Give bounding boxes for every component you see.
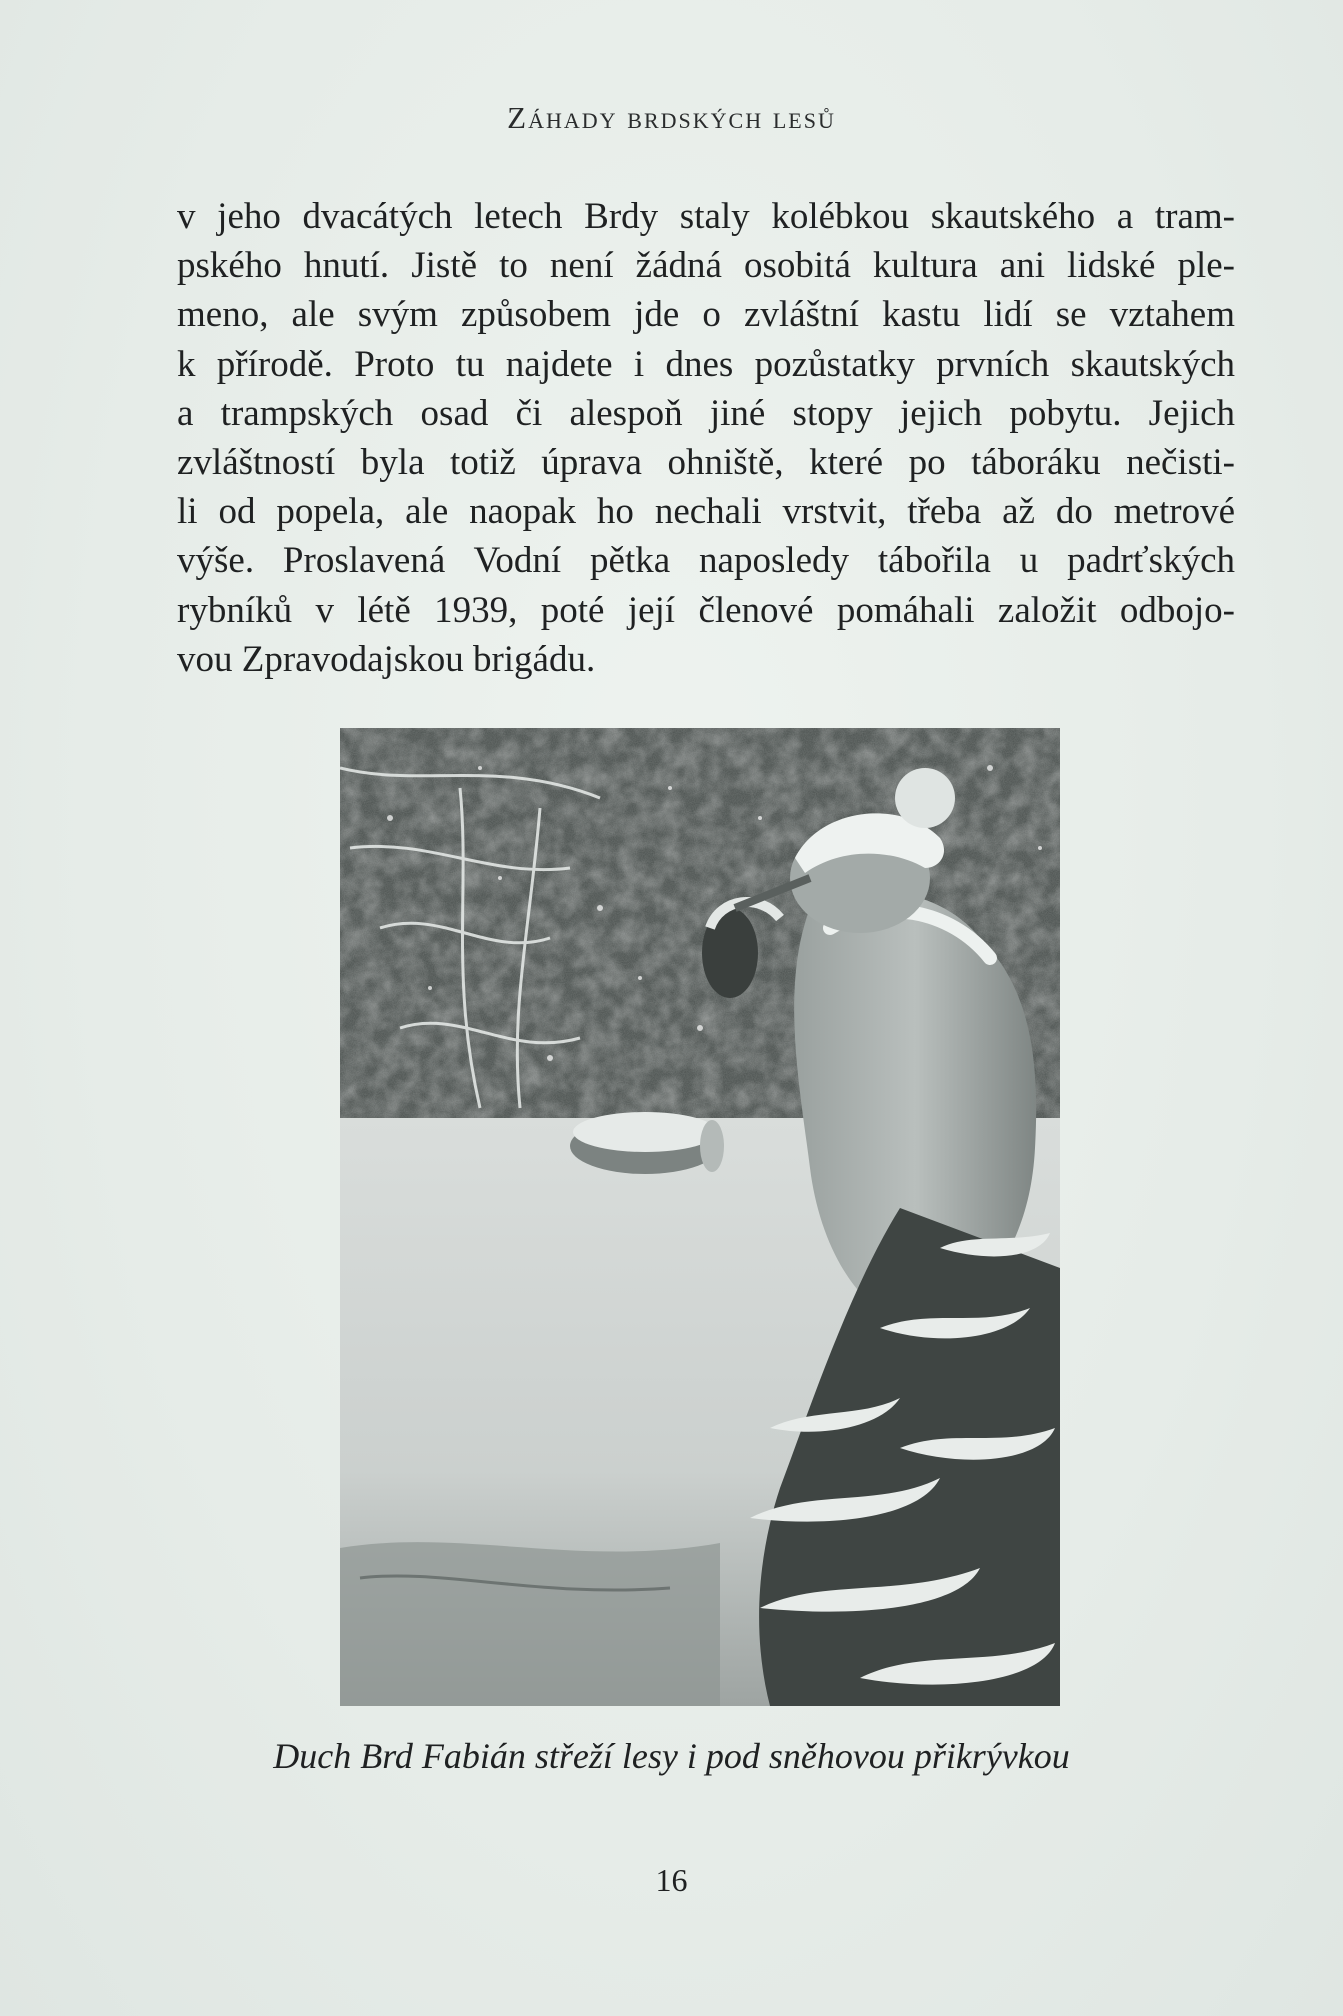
text-line: rybníků v létě 1939, poté její členové pomáhali založit odbojo- <box>177 589 1235 631</box>
snow-statue-photo <box>340 728 1060 1706</box>
page-number: 16 <box>655 1862 688 1898</box>
text-line: li od popela, ale naopak ho nechali vrstvit, třeba až do metrové <box>177 491 1235 533</box>
text-line: v jeho dvacátých letech Brdy staly kolébkou skautského a tram- <box>177 196 1235 237</box>
text-line: výše. Proslavená Vodní pětka naposledy tábořila u padrťských <box>177 540 1235 582</box>
running-head: Záhady brdských lesů <box>507 100 836 135</box>
text-line: a trampských osad či alespoň jiné stopy jejich pobytu. Jejich <box>177 392 1235 434</box>
text-line: pského hnutí. Jistě to není žádná osobitá kultura ani lidské ple- <box>177 245 1235 287</box>
text-line: vou Zpravodajskou brigádu. <box>177 638 596 680</box>
text-line: k přírodě. Proto tu najdete i dnes pozůstatky prvních skautských <box>177 343 1235 385</box>
body-paragraph <box>177 192 1235 684</box>
text-line: zvláštností byla totiž úprava ohniště, které po táboráku nečisti- <box>177 441 1235 483</box>
text-line: meno, ale svým způsobem jde o zvláštní kastu lidí se vztahem <box>177 294 1235 336</box>
photo-caption: Duch Brd Fabián střeží lesy i pod sněhovou přikrývkou <box>273 1736 1070 1776</box>
